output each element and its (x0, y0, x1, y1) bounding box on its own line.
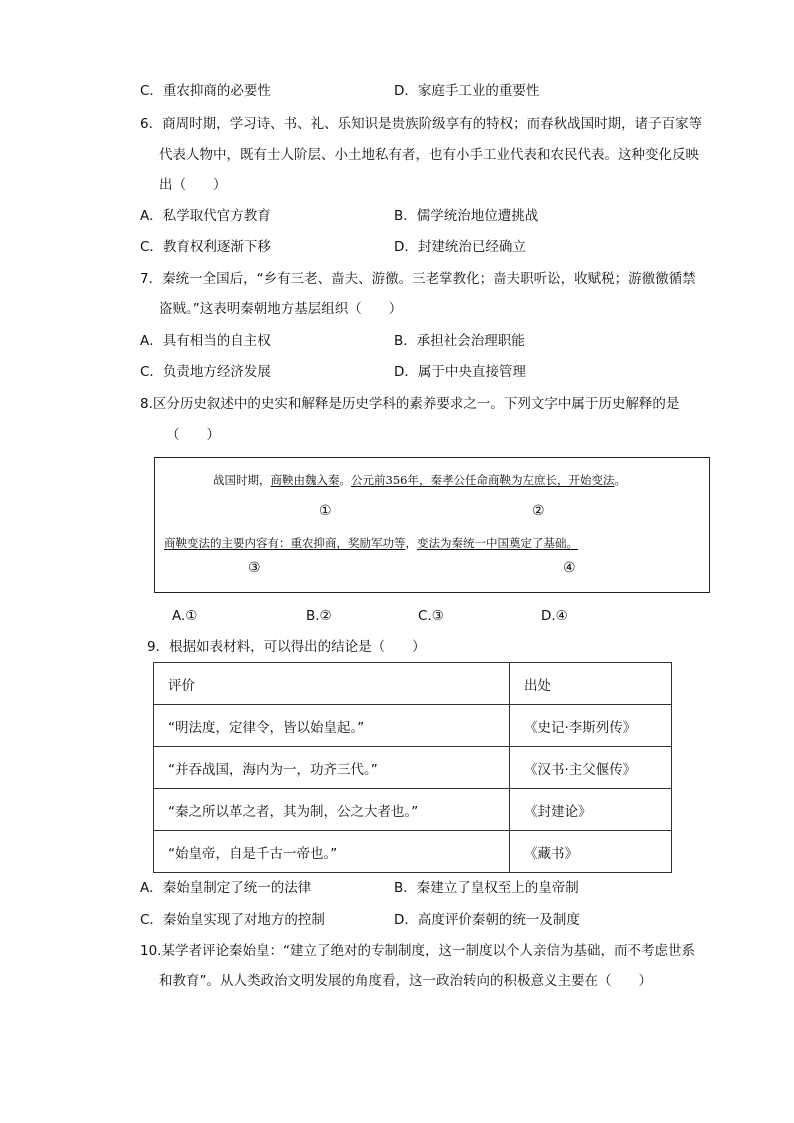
q8-box-seg1: 战国时期， (213, 473, 271, 487)
q5-option-d: D．家庭手工业的重要性 (394, 83, 540, 99)
q8-option-b: B.② (306, 608, 332, 624)
table-header-evaluation: 评价 (154, 663, 510, 705)
q5-option-c: C．重农抑商的必要性 (140, 83, 271, 99)
q8-option-c: C.③ (418, 608, 444, 624)
q8-mark-4: ④ (563, 560, 576, 576)
q8-stem-line2: （ ） (166, 427, 220, 443)
q7-option-d: D．属于中央直接管理 (394, 364, 526, 380)
table-cell-source: 《汉书·主父偃传》 (510, 747, 672, 789)
q7-stem-line2: 盗贼。”这表明秦朝地方基层组织（ ） (159, 301, 403, 317)
q8-box-seg3: 。 (339, 473, 351, 487)
q8-box-line2 (164, 535, 578, 551)
q8-box-line1 (213, 472, 626, 488)
q6-option-c: C．教育权利逐渐下移 (140, 239, 271, 255)
q7-option-a: A．具有相当的自主权 (140, 333, 271, 349)
table-row (154, 789, 672, 831)
table-cell-evaluation: “秦之所以革之者，其为制，公之大者也。” (154, 789, 510, 831)
q6-stem-line3: 出（ ） (159, 177, 227, 193)
q8-mark-3: ③ (248, 560, 261, 576)
table-cell-evaluation: “并吞战国，海内为一，功齐三代。” (154, 747, 510, 789)
q8-box-seg7: ， (405, 536, 417, 550)
q9-option-c: C．秦始皇实现了对地方的控制 (140, 912, 325, 928)
table-header-row (154, 663, 672, 705)
q7-option-c: C．负责地方经济发展 (140, 364, 271, 380)
q9-stem-line1: 9．根据如表材料，可以得出的结论是（ ） (147, 639, 426, 655)
q8-material-box (154, 457, 710, 593)
q9-option-d: D．高度评价秦朝的统一及制度 (394, 912, 580, 928)
q8-box-seg6: 商鞅变法的主要内容有：重农抑商，奖励军功等 (164, 536, 406, 550)
table-cell-evaluation: “明法度，定律令，皆以始皇起。” (154, 705, 510, 747)
q6-stem-line1: 6．商周时期，学习诗、书、礼、乐知识是贵族阶级享有的特权；而春秋战国时期，诸子百家等 (140, 116, 703, 132)
q7-option-b: B．承担社会治理职能 (394, 333, 525, 349)
q8-mark-1: ① (319, 503, 332, 519)
q6-option-a: A．私学取代官方教育 (140, 208, 271, 224)
q9-table (153, 662, 672, 873)
q7-stem-line1: 7．秦统一全国后，“乡有三老、啬夫、游徼。三老掌教化；啬夫职听讼，收赋税；游徼徼循禁 (140, 271, 696, 287)
table-cell-source: 《封建论》 (510, 789, 672, 831)
table-row (154, 705, 672, 747)
q8-box-seg4: 公元前356年，秦孝公任命商鞅为左庶长，开始变法 (351, 473, 615, 487)
table-cell-source: 《史记·李斯列传》 (510, 705, 672, 747)
q8-box-seg8: 变法为秦统一中国奠定了基础。 (417, 536, 578, 550)
table-header-source: 出处 (510, 663, 672, 705)
q8-box-seg5: 。 (614, 473, 626, 487)
table-cell-evaluation: “始皇帝，自是千古一帝也。” (154, 831, 510, 873)
table-row (154, 747, 672, 789)
q10-stem-line1: 10.某学者评论秦始皇：“建立了绝对的专制制度，这一制度以个人亲信为基础，而不考虑世系 (140, 943, 695, 959)
q8-stem-line1: 8.区分历史叙述中的史实和解释是历史学科的素养要求之一。下列文字中属于历史解释的是 (140, 396, 680, 412)
table-cell-source: 《藏书》 (510, 831, 672, 873)
q8-option-a: A.① (172, 608, 198, 624)
q9-option-b: B．秦建立了皇权至上的皇帝制 (394, 880, 579, 896)
q10-stem-line2: 和教育”。从人类政治文明发展的角度看，这一政治转向的积极意义主要在（ ） (159, 973, 652, 989)
table-row (154, 831, 672, 873)
q6-stem-line2: 代表人物中，既有士人阶层、小土地私有者，也有小手工业代表和农民代表。这种变化反映 (159, 147, 699, 163)
q8-option-d: D.④ (541, 608, 568, 624)
q8-mark-2: ② (532, 503, 545, 519)
q8-box-seg2: 商鞅由魏入秦 (270, 473, 340, 487)
q6-option-d: D．封建统治已经确立 (394, 239, 526, 255)
q9-option-a: A．秦始皇制定了统一的法律 (140, 880, 312, 896)
q6-option-b: B．儒学统治地位遭挑战 (394, 208, 539, 224)
